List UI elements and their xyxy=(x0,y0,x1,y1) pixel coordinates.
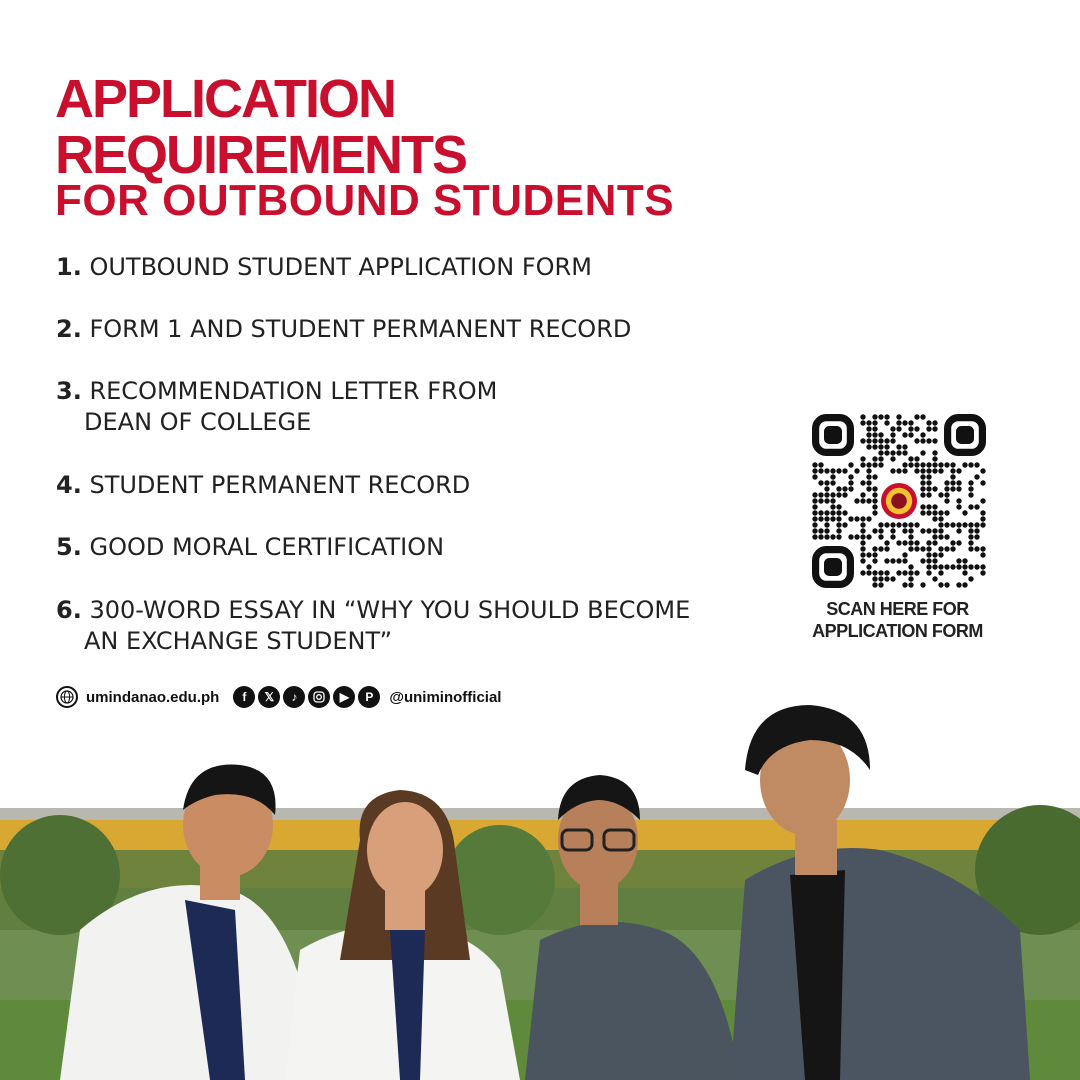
requirement-item xyxy=(56,470,470,501)
title-line-3: FOR OUTBOUND STUDENTS xyxy=(55,176,675,225)
qr-caption: SCAN HERE FOR APPLICATION FORM xyxy=(812,599,983,641)
social-handle[interactable]: @uniminofficial xyxy=(389,688,502,706)
youtube-icon[interactable]: ▶ xyxy=(333,686,355,708)
requirement-text: STUDENT PERMANENT RECORD xyxy=(89,471,471,499)
students-photo xyxy=(0,700,1080,1080)
website-link[interactable]: umindanao.edu.ph xyxy=(86,688,220,706)
requirement-text: FORM 1 AND STUDENT PERMANENT RECORD xyxy=(89,315,632,343)
requirement-number: 6. xyxy=(56,596,82,624)
facebook-icon[interactable]: f xyxy=(233,686,255,708)
requirement-number: 1. xyxy=(56,253,82,281)
requirement-number: 3. xyxy=(56,377,82,405)
requirement-item xyxy=(56,314,631,345)
pinterest-icon[interactable]: P xyxy=(358,686,380,708)
requirement-text: GOOD MORAL CERTIFICATION xyxy=(89,533,445,561)
requirement-item xyxy=(56,532,444,563)
requirement-text-continued: AN EXCHANGE STUDENT” xyxy=(84,627,393,655)
title-line-2: REQUIREMENTS xyxy=(55,125,467,185)
requirement-number: 2. xyxy=(56,315,82,343)
requirement-text: RECOMMENDATION LETTER FROM xyxy=(89,377,498,405)
requirement-number: 4. xyxy=(56,471,82,499)
university-seal-icon xyxy=(879,481,920,522)
tiktok-icon[interactable]: ♪ xyxy=(283,686,305,708)
requirement-text: OUTBOUND STUDENT APPLICATION FORM xyxy=(89,253,592,281)
qr-code[interactable] xyxy=(812,414,986,588)
requirement-number: 5. xyxy=(56,533,82,561)
requirement-item xyxy=(56,252,592,283)
title-line-1: APPLICATION xyxy=(55,69,395,129)
requirement-text-continued: DEAN OF COLLEGE xyxy=(84,408,312,436)
x-icon[interactable]: 𝕏 xyxy=(258,686,280,708)
requirement-item xyxy=(56,595,690,657)
requirement-item xyxy=(56,376,497,438)
requirement-text: 300-WORD ESSAY IN “WHY YOU SHOULD BECOME xyxy=(89,596,691,624)
